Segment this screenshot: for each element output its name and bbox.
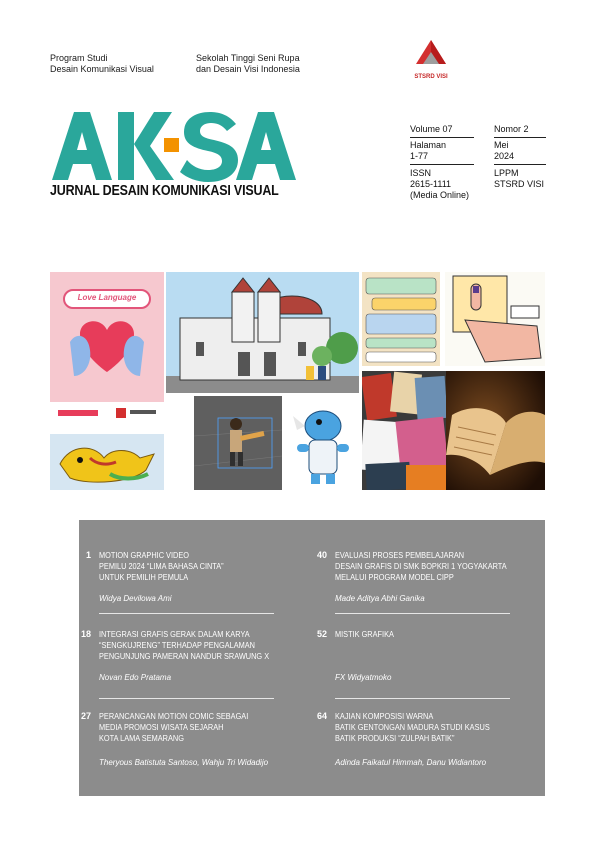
journal-subtitle: JURNAL DESAIN KOMUNIKASI VISUAL (50, 183, 279, 199)
meta-volume: Volume 07 (410, 124, 453, 134)
issn-label: ISSN (410, 168, 432, 178)
3d-character-render-image (194, 396, 282, 490)
toc-article-title[interactable]: MOTION GRAPHIC VIDEO PEMILU 2024 “LIMA BAHASA CINTA” UNTUK PEMILIH PEMULA (99, 551, 224, 582)
toc-author: FX Widyatmoko (335, 673, 392, 682)
poster-title: Love Language (77, 293, 137, 302)
school-logo (410, 38, 452, 80)
toc-divider (335, 613, 510, 614)
toc-author: Novan Edo Pratama (99, 673, 172, 682)
school-line-1: Sekolah Tinggi Seni Rupa (196, 53, 300, 63)
toc-article-title[interactable]: PERANCANGAN MOTION COMIC SEBAGAI MEDIA PROMOSI WISATA SEJARAH KOTA LAMA SEMARANG (99, 712, 249, 743)
open-book-image (446, 371, 545, 490)
program-label (50, 53, 154, 75)
date-month: Mei (494, 140, 509, 150)
meta-date (494, 140, 514, 162)
toc-divider (335, 698, 510, 699)
church-illustration-image (166, 272, 359, 393)
program-line-1: Program Studi (50, 53, 108, 63)
toc-page-number: 64 (316, 711, 327, 721)
poster-love-language-image (50, 272, 164, 432)
dragon-character-image (50, 434, 164, 490)
publisher-line-2: STSRD VISI (494, 179, 545, 189)
toc-article-title[interactable]: MISTIK GRAFIKA (335, 630, 394, 639)
magazine-collage-image (362, 371, 446, 490)
meta-publisher (494, 168, 544, 190)
voting-hand-illustration-image (445, 272, 545, 366)
school-label (196, 53, 300, 75)
meta-divider (410, 137, 474, 138)
toc-page-number: 27 (80, 711, 91, 721)
toc-divider (99, 613, 274, 614)
meta-divider (494, 164, 546, 165)
pages-label: Halaman (410, 140, 447, 150)
meta-issn (410, 168, 469, 201)
toc-page-number: 1 (85, 550, 91, 560)
toc-author: Adinda Faikatul Himmah, Danu Widiantoro (335, 758, 487, 767)
toc-page-number: 18 (80, 629, 91, 639)
toc-divider (99, 698, 274, 699)
date-year: 2024 (494, 151, 515, 161)
meta-divider (410, 164, 474, 165)
toc-article-title[interactable]: KAJIAN KOMPOSISI WARNA BATIK GENTONGAN MADURA STUDI KASUS BATIK PRODUKSI “ZULPAH BATIK” (335, 712, 490, 743)
journal-logo (50, 110, 300, 182)
toc-author: Made Aditya Abhi Ganika (335, 594, 425, 603)
program-line-2: Desain Komunikasi Visual (50, 64, 154, 74)
table-of-contents (79, 520, 545, 796)
toc-page-number: 40 (316, 550, 327, 560)
school-logo-text: STSRD VISI (414, 74, 448, 80)
toc-author: Theryous Batistuta Santoso, Wahju Tri Widadijo (99, 758, 269, 767)
toc-author: Widya Devilowa Ami (99, 594, 172, 603)
toc-page-number: 52 (316, 629, 327, 639)
rhino-mascot-image (283, 396, 361, 490)
issn-note: (Media Online) (410, 190, 470, 200)
school-line-2: dan Desain Visi Indonesia (196, 64, 300, 74)
publisher-line-1: LPPM (494, 168, 519, 178)
pages-value: 1-77 (410, 151, 429, 161)
toc-article-title[interactable]: INTEGRASI GRAFIS GERAK DALAM KARYA “SENGKUJRENG” TERHADAP PENGALAMAN PENGUNJUNG PAMERAN NANDUR SRAWUNG X (99, 630, 270, 661)
aksa-logo-mark (50, 110, 300, 182)
chat-interface-image (362, 272, 440, 366)
toc-article-title[interactable]: EVALUASI PROSES PEMBELAJARAN DESAIN GRAFIS DI SMK BOPKRI 1 YOGYAKARTA MELALUI PROGRAM MODEL CIPP (335, 551, 507, 582)
school-logo-icon (410, 38, 452, 70)
meta-divider (494, 137, 546, 138)
issn-value: 2615-1111 (410, 179, 452, 189)
meta-number: Nomor 2 (494, 124, 529, 134)
meta-pages (410, 140, 446, 162)
